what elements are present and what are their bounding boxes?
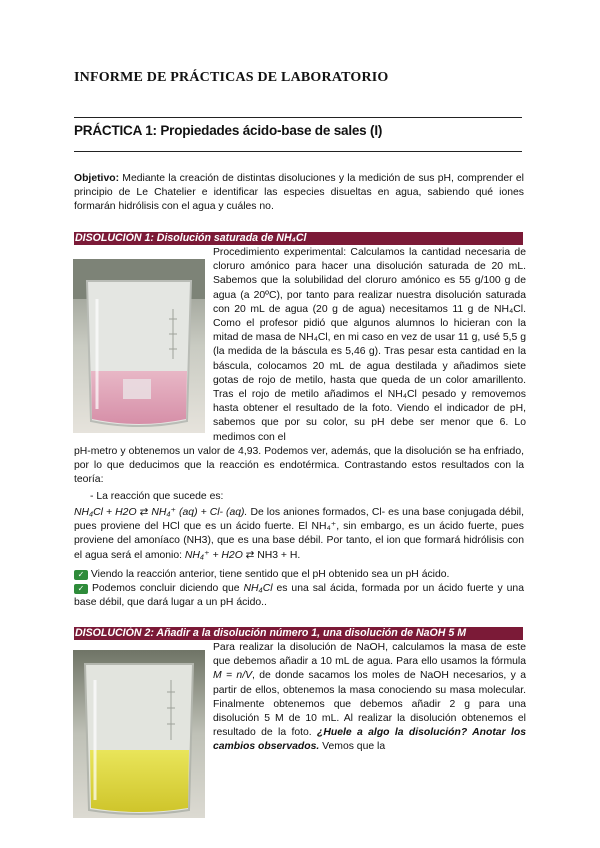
section1-reaction-paragraph	[74, 506, 524, 563]
check-icon: ✓	[74, 584, 88, 594]
check2-salt: NH₄Cl	[243, 583, 273, 594]
section2-text-b: , de donde sacamos los moles de NaOH necesarios, y a partir de ellos, obtenemos la masa conociendo su masa molecular. Finalmente obtenemos que debemos añadir 2 g para una disolución 5 M de 10 mL. Al realizar la disolución obtenemos el resultado de la foto.	[213, 670, 526, 739]
section2-text	[213, 641, 526, 755]
section2-heading: DISOLUCIÓN 2: Añadir a la disolución número 1, una disolución de NaOH 5 M	[74, 627, 523, 640]
objective-paragraph	[74, 172, 524, 215]
beaker-yellow-image	[73, 650, 205, 818]
section2-question: ¿Huele a algo la disolución? Anotar los cambios observados.	[213, 727, 526, 753]
check-line-1	[74, 568, 524, 582]
section1-bullet: - La reacción que sucede es:	[90, 491, 224, 502]
section1-procedure-text: Procedimiento experimental: Calculamos la cantidad necesaria de cloruro amónico para hacer una disolución saturada de 20 mL. Sabemos que la solubilidad del cloruro amónico es 55 g/100 g de agua (a 20ºC), por tanto para realizar nuestra disolución saturada con 20 mL de agua (20 g de agua) necesitamos 11 g de NH₄Cl. Como el profesor pidió que algunos alumnos lo hicieran con la mitad de masa de NH₄Cl, en mi caso en vez de usar 11 g, usé 5,5 g (la medida de la báscula es 5,46 g). Tras pesar esta cantidad en la báscula, colocamos 20 mL de agua destilada y añadimos siete gotas de rojo de metilo, hasta que queda de un color amarillento. Tras el rojo de metilo añadimos el NH₄Cl pesado y removemos hasta obtener el resultado de la foto. Viendo el indicador de pH, sabemos que por su color, su pH debe ser menor que 6. Lo medimos con el	[213, 247, 526, 443]
document-title: INFORME DE PRÁCTICAS DE LABORATORIO	[74, 70, 389, 85]
check-line-2	[74, 582, 524, 610]
hydrolysis-formula: NH₄⁺ + H2O ⇄	[184, 549, 255, 561]
reaction-formula: NH₄Cl + H2O ⇄ NH₄⁺ (aq) + Cl- (aq).	[74, 507, 248, 518]
practice-title: PRÁCTICA 1: Propiedades ácido-base de sales (I)	[74, 123, 383, 138]
molarity-formula: M = n/V	[213, 670, 253, 682]
section1-results-text: pH-metro y obtenemos un valor de 4,93. Podemos ver, además, que la disolución se ha enfriado, por lo que deducimos que la reacción es endotérmica. Contrastando estos resultados con la teoría:	[74, 446, 524, 486]
beaker-photo-yellow	[73, 650, 205, 818]
section2-text-c: Vemos que la	[319, 741, 386, 753]
check2-text-a: Podemos concluir diciendo que	[88, 583, 244, 594]
check-icon: ✓	[74, 570, 88, 580]
beaker-photo-pink	[73, 259, 205, 433]
objective-text: Mediante la creación de distintas disoluciones y la medición de sus pH, comprender el principio de Le Chatelier e identificar las especies disueltas en agua, sabiendo qué iones formarán hidrólisis con el agua y cuáles no.	[74, 173, 524, 213]
divider-bottom	[74, 151, 522, 152]
divider-top	[74, 117, 522, 118]
section2-text-a: Para realizar la disolución de NaOH, calculamos la masa de este que debemos añadir a 10 mL de agua. Para ello usamos la fórmula	[213, 642, 526, 668]
section1-heading: DISOLUCIÓN 1: Disolución saturada de NH₄Cl	[74, 232, 523, 245]
objective-label: Objetivo:	[74, 173, 120, 184]
check1-text: Viendo la reacción anterior, tiene sentido que el pH obtenido sea un pH ácido.	[88, 569, 450, 580]
check2-text-b: es una sal ácida, formada por un ácido fuerte y una base débil, que dará lugar a un pH ácido..	[74, 583, 524, 609]
reaction-explanation: De los aniones formados, Cl- es una base conjugada débil, pues proviene del HCl que es un ácido fuerte. El NH₄⁺, sin embargo, es un ácido fuerte, pues proviene del amoníaco (NH3), que es una base débil. Por tanto, el ion que formará hidrólisis con el agua será el amonio:	[74, 507, 524, 561]
hydrolysis-products: NH3 + H.	[254, 549, 301, 561]
beaker-pink-image	[73, 259, 205, 433]
